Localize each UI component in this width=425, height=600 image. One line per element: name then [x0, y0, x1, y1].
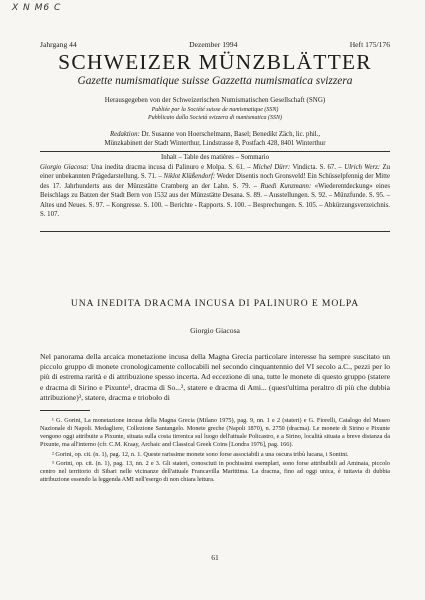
- contents-top-rule: [40, 151, 390, 152]
- issue-number: Heft 175/176: [349, 40, 390, 49]
- publisher-italian: Pubblicato dalla Società svizzera di numismatica (SSN): [148, 115, 282, 121]
- contents-author: Ulrich Werz:: [344, 164, 381, 171]
- contents-bottom-rule: [40, 231, 390, 232]
- publisher-french: Publiée par la Société suisse de numismatique (SSN): [151, 107, 279, 113]
- footnote-rule: [40, 410, 90, 411]
- contents-author: Michel Dürr:: [253, 164, 291, 171]
- footnotes: [40, 417, 390, 486]
- contents-author: Ruedi Kunzmann:: [260, 182, 312, 190]
- contents-heading: Inhalt – Table des matières – Sommario: [160, 154, 270, 161]
- article-author: Giorgio Giacosa: [190, 326, 240, 335]
- footnote-3: ³ Gorini, op. cit. (n. 1), pag. 13, nn. 2 e 3. Gli stateri, conosciuti in pochissimi esemplari, sono forse attribuibili ad Aminaia, piccolo centro nel territorio di Sibari nelle vicinanze dell'attuale Francavilla Marittima. La dracma, fino ad oggi unica, è tuttavia di dubbia attribuzione essendo la leggenda AMI nell'esergo di non chiara lettura.: [40, 460, 390, 484]
- journal-title: SCHWEIZER MÜNZBLÄTTER: [58, 50, 372, 74]
- editorial-line-1: Dr. Susanne von Hoerschelmann, Basel; Benedikt Zäch, lic. phil.,: [139, 131, 321, 138]
- contents-entry: «Wiederentdeckung» eines Beischlags zu Batzen der Stadt Bern von 1532 aus der Münzstätte Desana. S. 89. – Ausstellungen. S. 92. – Münzfunde. S. 95. – Altes und Neues. S. 97. – Kongresse. S. 100. – Berichte - Rapports. S. 100. – Besprechungen. S. 105. – Abkürzungsverzeichnis. S. 107.: [40, 182, 390, 219]
- journal-subtitle: Gazette numismatique suisse Gazzetta numismatica svizzera: [77, 75, 353, 87]
- contents-author: Niklot Klüßendorf:: [163, 173, 216, 181]
- contents-entry: Vindicta. S. 67. –: [290, 164, 345, 171]
- editorial-board: [40, 130, 390, 148]
- contents-entry: Una inedita dracma incusa di Palinuro e Molpa. S. 61. –: [88, 164, 254, 171]
- contents-list: [40, 163, 390, 219]
- page-number: 61: [211, 553, 219, 562]
- contents-entry: Weder Disentis noch Gronsveld! Ein Schüsselpfennig der Mitte des 17. Jahrhunderts aus der Münzstätte Cramberg an der Lahn. S. 79. –: [40, 173, 390, 190]
- contents-entry: Zu einer unbekannten Prägedarstellung. S. 71. –: [40, 164, 391, 181]
- footnote-1: ¹ G. Gorini, La monetazione incusa della Magna Grecia (Milano 1975), pag. 9, nn. 1 e 2 (stateri) e G. Fiorelli, Catalogo del Museo Nazionale di Napoli. Medagliere, Collezione Santangelo. Monete greche (Napoli 1870), n. 2750 (dracma). Le monete di Sirino e Pixunte vengono oggi attribuite a Pixunte, situata sulla costa tirrenica sul luogo dell'attuale Policastro, e a Sirino, località situata a breve distanza da Pixunte, ma all'interno (cfr. C.M. Kraay, Archaic and Classical Greek Coins [Londra 1976], pag. 166).: [40, 417, 390, 449]
- footnote-2: ² Gorini, op. cit. (n. 1), pag. 12, n. 1. Queste rarissime monete sono forse associabili a una oscura tribù lucana, i Sontini.: [52, 450, 349, 458]
- issue-date: Dezember 1994: [189, 40, 238, 49]
- article-title: UNA INEDITA DRACMA INCUSA DI PALINURO E MOLPA: [70, 298, 360, 309]
- issue-line: [40, 40, 390, 49]
- article-body: Nel panorama della arcaica monetazione incusa della Magna Grecia particolare interesse ha sempre suscitato un piccolo gruppo di monete cronologicamente collocabili nel secondo cinquantennio del VI secolo a.C., pezzi per lo più di estrema rarità e di attribuzione spesso incerta. Ad eccezione di una, tutte le monete di questo gruppo (statere e dracma di Sirino e Pixunte¹, dracma di So...², statere e dracma di Ami... (quest'ultima peraltro di più che dubbia attribuzione)³, statere, dracma e trioboło di: [40, 352, 390, 402]
- publisher-line: Herausgegeben von der Schweizerischen Numismatischen Gesellschaft (SNG): [104, 96, 326, 104]
- editorial-label: Redaktion:: [109, 131, 140, 138]
- volume-label: Jahrgang 44: [40, 40, 77, 49]
- handwritten-mark: X N M6 C: [12, 3, 62, 13]
- editorial-line-2: Münzkabinett der Stadt Winterthur, Lindstrasse 8, Postfach 428, 8401 Winterthur: [104, 140, 326, 147]
- contents-author: Giorgio Giacosa:: [40, 164, 89, 171]
